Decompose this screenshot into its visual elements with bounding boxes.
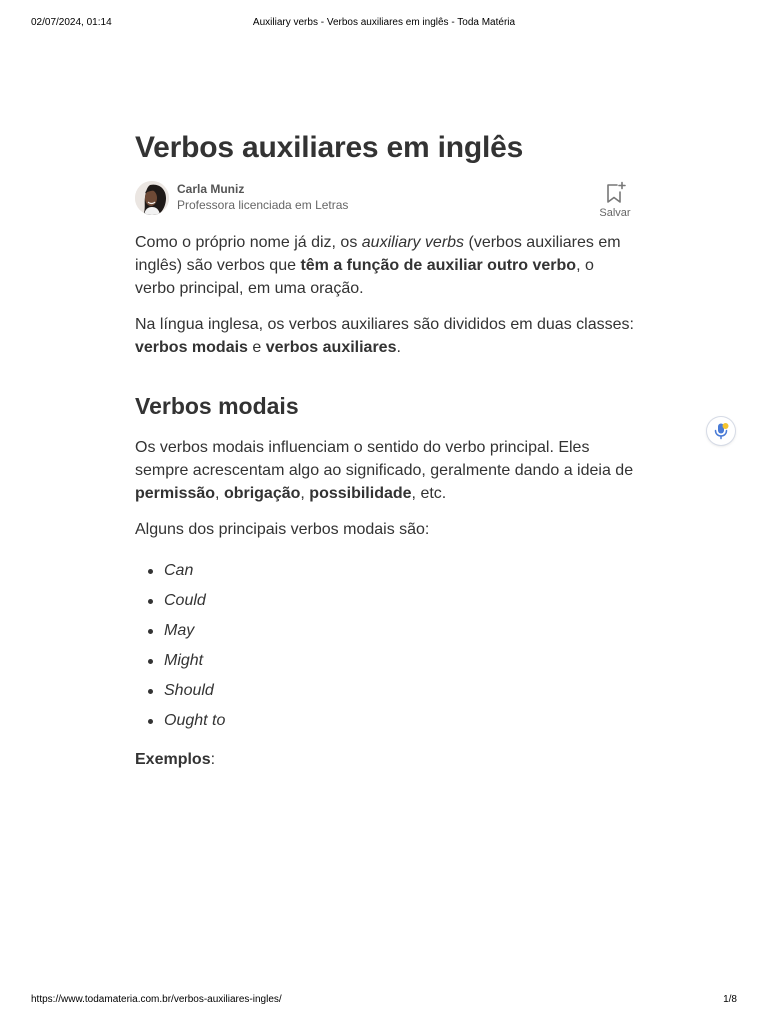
author-photo <box>135 181 169 215</box>
list-item-text: Might <box>164 652 204 669</box>
author-avatar[interactable] <box>135 181 169 215</box>
list-intro-paragraph: Alguns dos principais verbos modais são: <box>135 521 430 538</box>
list-item-text: Ought to <box>164 712 226 729</box>
bookmark-add-icon <box>603 181 627 205</box>
bold-phrase: têm a função de auxiliar outro verbo <box>300 256 577 274</box>
list-item <box>135 590 435 620</box>
author-role: Professora licenciada em Letras <box>177 198 349 212</box>
list-item <box>135 680 435 710</box>
examples-label <box>135 749 635 772</box>
text: , o verbo principal, em uma oração. <box>135 256 594 297</box>
voice-reader-button[interactable] <box>707 417 735 445</box>
save-button[interactable] <box>595 181 635 225</box>
bullet <box>148 599 153 604</box>
bullet <box>148 719 153 724</box>
list-item-text: May <box>164 622 195 639</box>
author-name[interactable]: Carla Muniz <box>177 182 245 196</box>
list-item-text: Should <box>164 682 214 699</box>
list-item-text: Could <box>164 592 206 609</box>
text: , etc. <box>411 484 447 502</box>
emphasis-term: auxiliary verbs <box>361 234 465 251</box>
text: Os verbos modais influenciam o sentido do verbo principal. Eles sempre acrescentam algo ao significado, geralmente dando a ideia de <box>135 439 634 479</box>
article-title: Verbos auxiliares em inglês <box>135 131 524 164</box>
text: , <box>215 484 224 502</box>
print-page-number: 1/8 <box>723 994 737 1005</box>
print-footer <box>31 994 737 1006</box>
text: , <box>300 484 310 502</box>
text: e <box>247 338 266 356</box>
bold-phrase: verbos auxiliares <box>265 338 397 356</box>
text: Como o próprio nome já diz, os <box>135 234 362 251</box>
bold-phrase: Exemplos <box>135 751 211 768</box>
section-heading: Verbos modais <box>135 393 299 419</box>
text: : <box>210 751 216 768</box>
print-header <box>31 17 737 29</box>
bold-phrase: possibilidade <box>309 484 412 502</box>
bold-phrase: permissão <box>135 484 216 502</box>
bold-phrase: obrigação <box>223 484 301 502</box>
list-item <box>135 620 435 650</box>
intro-paragraph <box>135 232 635 300</box>
bullet <box>148 659 153 664</box>
list-item-text: Can <box>164 562 194 579</box>
microphone-icon <box>712 422 730 440</box>
classes-paragraph <box>135 314 635 360</box>
text: (verbos auxiliares em inglês) são verbos que <box>135 234 621 274</box>
save-label: Salvar <box>599 207 631 219</box>
bullet <box>148 569 153 574</box>
bold-phrase: verbos modais <box>135 338 248 356</box>
bullet <box>148 629 153 634</box>
list-item <box>135 710 435 740</box>
author-block <box>135 181 635 225</box>
print-url: https://www.todamateria.com.br/verbos-auxiliares-ingles/ <box>31 994 282 1005</box>
print-document-title: Auxiliary verbs - Verbos auxiliares em inglês - Toda Matéria <box>252 17 516 28</box>
modal-verbs-list <box>135 560 435 740</box>
modal-verbs-paragraph <box>135 437 635 505</box>
print-datetime: 02/07/2024, 01:14 <box>31 17 112 28</box>
bullet <box>148 689 153 694</box>
text: Na língua inglesa, os verbos auxiliares são divididos em duas classes: <box>135 316 634 333</box>
list-item <box>135 650 435 680</box>
list-item <box>135 560 435 590</box>
text: . <box>396 338 401 356</box>
